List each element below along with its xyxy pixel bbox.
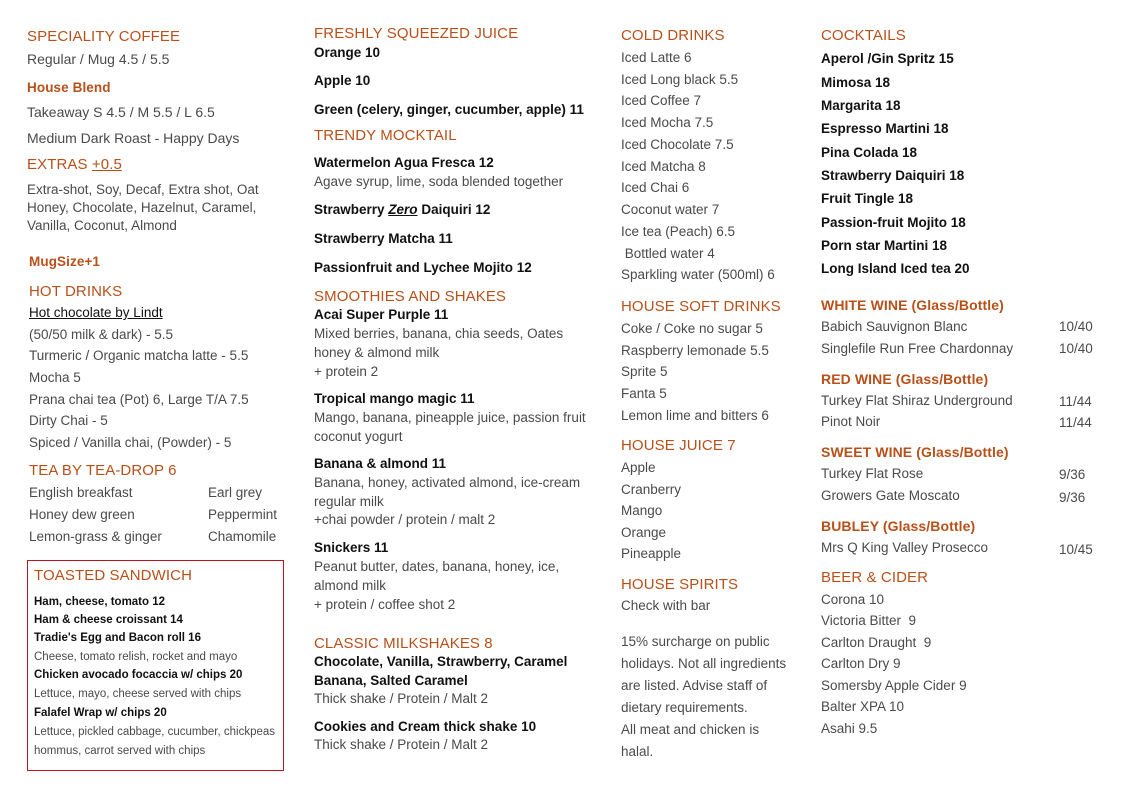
cold-drink-item: Coconut water 7 bbox=[621, 202, 720, 217]
roast-note: Medium Dark Roast - Happy Days bbox=[27, 130, 240, 146]
notice-line: 15% surcharge on public bbox=[621, 634, 770, 649]
cold-drinks-heading: COLD DRINKS bbox=[621, 27, 725, 44]
smoothie-desc: almond milk bbox=[314, 578, 387, 593]
sandwich-desc: Lettuce, mayo, cheese served with chips bbox=[34, 688, 242, 700]
smoothie-desc: coconut yogurt bbox=[314, 429, 403, 444]
cocktail-item: Long Island Iced tea 20 bbox=[821, 261, 970, 276]
mocktail-item: Strawberry Zero Daiquiri 12 bbox=[314, 202, 491, 217]
cocktail-item: Espresso Martini 18 bbox=[821, 121, 949, 136]
mocktail-heading: TRENDY MOCKTAIL bbox=[314, 127, 457, 144]
wine-name: Turkey Flat Shiraz Underground bbox=[821, 393, 1013, 408]
milkshake-flavours: Banana, Salted Caramel bbox=[314, 673, 468, 688]
smoothie-desc: honey & almond milk bbox=[314, 345, 440, 360]
cocktail-item: Margarita 18 bbox=[821, 98, 901, 113]
soft-drink-item: Fanta 5 bbox=[621, 386, 667, 401]
smoothie-desc: Peanut butter, dates, banana, honey, ice, bbox=[314, 559, 560, 574]
house-spirits-heading: HOUSE SPIRITS bbox=[621, 576, 739, 593]
sandwich-item: Ham, cheese, tomato 12 bbox=[34, 596, 166, 608]
cold-drink-item: Sparkling water (500ml) 6 bbox=[621, 267, 775, 282]
takeaway-price: Takeaway S 4.5 / M 5.5 / L 6.5 bbox=[27, 104, 215, 120]
house-blend-heading: House Blend bbox=[27, 80, 111, 95]
hot-drink-item: Turmeric / Organic matcha latte - 5.5 bbox=[29, 348, 249, 363]
juice-heading: FRESHLY SQUEEZED JUICE bbox=[314, 25, 519, 42]
notice-line: dietary requirements. bbox=[621, 700, 748, 715]
notice-line: All meat and chicken is bbox=[621, 722, 760, 737]
mugsize-note: MugSize+1 bbox=[29, 254, 101, 269]
mocktail-item: Watermelon Agua Fresca 12 bbox=[314, 155, 494, 170]
smoothie-desc: + protein / coffee shot 2 bbox=[314, 597, 456, 612]
cold-drink-item: Iced Latte 6 bbox=[621, 50, 692, 65]
sweet-wine-heading: SWEET WINE (Glass/Bottle) bbox=[821, 444, 1009, 460]
lindt-heading: Hot chocolate by Lindt bbox=[29, 305, 163, 320]
milkshake-options: Thick shake / Protein / Malt 2 bbox=[314, 737, 489, 752]
tea-item: Earl grey bbox=[208, 485, 263, 500]
tea-item: Honey dew green bbox=[29, 507, 135, 522]
beer-item: Corona 10 bbox=[821, 592, 885, 607]
cocktails-heading: COCKTAILS bbox=[821, 27, 906, 44]
house-juice-item: Mango bbox=[621, 503, 663, 518]
mocktail-desc: Agave syrup, lime, soda blended together bbox=[314, 174, 564, 189]
house-juice-item: Apple bbox=[621, 460, 656, 475]
smoothie-desc: + protein 2 bbox=[314, 364, 379, 379]
mocktail-item: Strawberry Matcha 11 bbox=[314, 231, 453, 246]
sandwich-item: Ham & cheese croissant 14 bbox=[34, 614, 183, 626]
soft-drink-item: Raspberry lemonade 5.5 bbox=[621, 343, 769, 358]
cocktail-item: Porn star Martini 18 bbox=[821, 238, 948, 253]
smoothie-item: Banana & almond 11 bbox=[314, 456, 447, 471]
milkshake-item: Cookies and Cream thick shake 10 bbox=[314, 719, 537, 734]
beer-item: Balter XPA 10 bbox=[821, 699, 905, 714]
cocktail-item: Pina Colada 18 bbox=[821, 145, 918, 160]
house-juice-heading: HOUSE JUICE 7 bbox=[621, 437, 736, 454]
cold-drink-item: Iced Matcha 8 bbox=[621, 159, 706, 174]
wine-price: 11/44 bbox=[1059, 415, 1092, 430]
smoothie-desc: Mango, banana, pineapple juice, passion fruit bbox=[314, 410, 586, 425]
wine-price: 10/40 bbox=[1059, 341, 1093, 356]
tea-item: Lemon-grass & ginger bbox=[29, 529, 162, 544]
cold-drink-item: Iced Coffee 7 bbox=[621, 93, 702, 108]
smoothie-desc: regular milk bbox=[314, 494, 384, 509]
house-juice-item: Cranberry bbox=[621, 482, 682, 497]
beer-item: Carlton Draught 9 bbox=[821, 635, 932, 650]
smoothie-desc: +chai powder / protein / malt 2 bbox=[314, 512, 496, 527]
wine-name: Pinot Noir bbox=[821, 414, 881, 429]
tea-item: Peppermint bbox=[208, 507, 278, 522]
wine-price: 11/44 bbox=[1059, 394, 1092, 409]
sandwich-item: Falafel Wrap w/ chips 20 bbox=[34, 707, 167, 719]
tea-item: English breakfast bbox=[29, 485, 133, 500]
hot-drinks-heading: HOT DRINKS bbox=[29, 283, 123, 300]
cocktail-item: Strawberry Daiquiri 18 bbox=[821, 168, 965, 183]
sandwich-item: Tradie's Egg and Bacon roll 16 bbox=[34, 632, 201, 644]
mocktail-item: Passionfruit and Lychee Mojito 12 bbox=[314, 260, 532, 275]
milkshake-flavours: Chocolate, Vanilla, Strawberry, Caramel bbox=[314, 654, 568, 669]
extras-price: +0.5 bbox=[91, 156, 122, 173]
milkshake-options: Thick shake / Protein / Malt 2 bbox=[314, 691, 489, 706]
extras-line-2: Honey, Chocolate, Hazelnut, Caramel, bbox=[27, 200, 257, 215]
cold-drink-item: Iced Chai 6 bbox=[621, 180, 690, 195]
cocktail-item: Passion-fruit Mojito 18 bbox=[821, 215, 966, 230]
white-wine-heading: WHITE WINE (Glass/Bottle) bbox=[821, 297, 1004, 313]
tea-item: Chamomile bbox=[208, 529, 277, 544]
house-juice-item: Pineapple bbox=[621, 546, 682, 561]
hot-drink-item: Mocha 5 bbox=[29, 370, 81, 385]
wine-price: 9/36 bbox=[1059, 467, 1086, 482]
cocktail-item: Fruit Tingle 18 bbox=[821, 191, 914, 206]
toasted-sandwich-heading: TOASTED SANDWICH bbox=[34, 567, 193, 584]
juice-item: Orange 10 bbox=[314, 45, 381, 60]
beer-item: Asahi 9.5 bbox=[821, 721, 878, 736]
cold-drink-item: Bottled water 4 bbox=[621, 246, 715, 261]
beer-item: Victoria Bitter 9 bbox=[821, 613, 917, 628]
hot-drink-item: Dirty Chai - 5 bbox=[29, 413, 108, 428]
wine-name: Growers Gate Moscato bbox=[821, 488, 960, 503]
wine-price: 10/40 bbox=[1059, 319, 1093, 334]
smoothie-desc: Banana, honey, activated almond, ice-cream bbox=[314, 475, 581, 490]
smoothie-desc: Mixed berries, banana, chia seeds, Oates bbox=[314, 326, 564, 341]
cocktail-item: Mimosa 18 bbox=[821, 75, 891, 90]
wine-price: 10/45 bbox=[1059, 542, 1093, 557]
house-spirits-note: Check with bar bbox=[621, 598, 711, 613]
soft-drink-item: Lemon lime and bitters 6 bbox=[621, 408, 769, 423]
house-juice-item: Orange bbox=[621, 525, 667, 540]
extras-line-1: Extra-shot, Soy, Decaf, Extra shot, Oat bbox=[27, 182, 259, 197]
milkshakes-heading: CLASSIC MILKSHAKES 8 bbox=[314, 635, 493, 652]
toasted-sandwich-box bbox=[27, 560, 284, 771]
smoothie-item: Snickers 11 bbox=[314, 540, 389, 555]
hot-drink-item: Spiced / Vanilla chai, (Powder) - 5 bbox=[29, 435, 232, 450]
smoothies-heading: SMOOTHIES AND SHAKES bbox=[314, 288, 507, 305]
soft-drinks-heading: HOUSE SOFT DRINKS bbox=[621, 298, 781, 315]
cold-drink-item: Iced Chocolate 7.5 bbox=[621, 137, 734, 152]
regular-mug-price: Regular / Mug 4.5 / 5.5 bbox=[27, 51, 170, 67]
soft-drink-item: Coke / Coke no sugar 5 bbox=[621, 321, 763, 336]
hot-drink-item: Prana chai tea (Pot) 6, Large T/A 7.5 bbox=[29, 392, 249, 407]
cocktail-item: Aperol /Gin Spritz 15 bbox=[821, 51, 954, 66]
extras-line-3: Vanilla, Coconut, Almond bbox=[27, 218, 177, 233]
bubley-heading: BUBLEY (Glass/Bottle) bbox=[821, 518, 976, 534]
wine-name: Mrs Q King Valley Prosecco bbox=[821, 540, 989, 555]
speciality-coffee-heading: SPECIALITY COFFEE bbox=[27, 28, 181, 45]
sandwich-desc: Lettuce, pickled cabbage, cucumber, chickpeas bbox=[34, 726, 276, 738]
beer-item: Carlton Dry 9 bbox=[821, 656, 901, 671]
notice-line: halal. bbox=[621, 744, 654, 759]
wine-name: Singlefile Run Free Chardonnay bbox=[821, 341, 1014, 356]
soft-drink-item: Sprite 5 bbox=[621, 364, 668, 379]
beer-item: Somersby Apple Cider 9 bbox=[821, 678, 967, 693]
sandwich-item: Chicken avocado focaccia w/ chips 20 bbox=[34, 669, 243, 681]
cold-drink-item: Iced Mocha 7.5 bbox=[621, 115, 714, 130]
hot-drink-item: (50/50 milk & dark) - 5.5 bbox=[29, 327, 174, 342]
beer-cider-heading: BEER & CIDER bbox=[821, 569, 929, 586]
wine-name: Babich Sauvignon Blanc bbox=[821, 319, 968, 334]
wine-price: 9/36 bbox=[1059, 490, 1086, 505]
smoothie-item: Acai Super Purple 11 bbox=[314, 307, 449, 322]
cold-drink-item: Iced Long black 5.5 bbox=[621, 72, 739, 87]
notice-line: holidays. Not all ingredients bbox=[621, 656, 787, 671]
juice-item: Apple 10 bbox=[314, 73, 371, 88]
tea-heading: TEA BY TEA-DROP 6 bbox=[29, 462, 177, 479]
cold-drink-item: Ice tea (Peach) 6.5 bbox=[621, 224, 736, 239]
notice-line: are listed. Advise staff of bbox=[621, 678, 768, 693]
red-wine-heading: RED WINE (Glass/Bottle) bbox=[821, 371, 989, 387]
juice-item: Green (celery, ginger, cucumber, apple) 11 bbox=[314, 102, 584, 117]
sandwich-desc: Cheese, tomato relish, rocket and mayo bbox=[34, 651, 238, 663]
extras-heading: EXTRAS +0.5 bbox=[27, 156, 122, 173]
wine-name: Turkey Flat Rose bbox=[821, 466, 924, 481]
sandwich-desc: hommus, carrot served with chips bbox=[34, 745, 206, 757]
smoothie-item: Tropical mango magic 11 bbox=[314, 391, 475, 406]
